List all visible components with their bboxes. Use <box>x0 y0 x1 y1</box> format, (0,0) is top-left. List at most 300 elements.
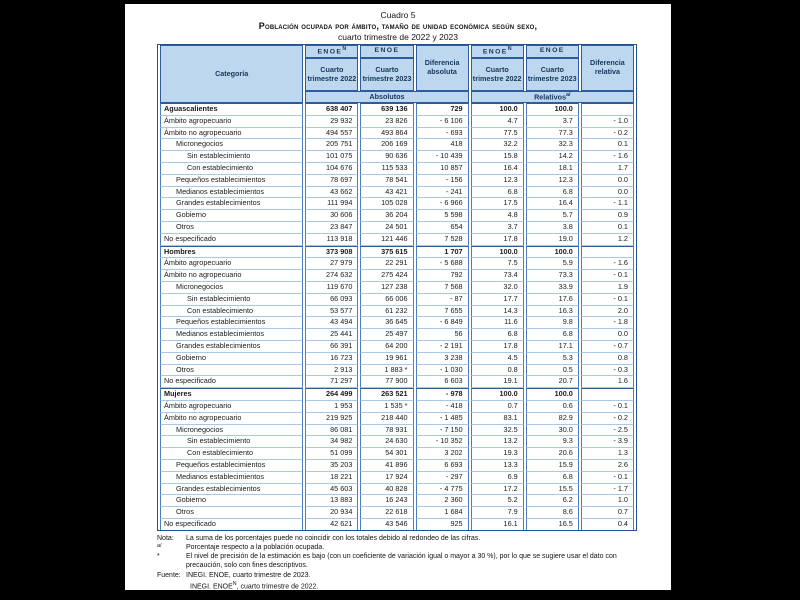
category-cell: Hombres <box>160 246 303 259</box>
value-cell: 19.0 <box>526 234 579 246</box>
value-cell: 0.8 <box>581 353 634 365</box>
value-cell: 274 632 <box>305 270 358 282</box>
value-cell: 77.5 <box>471 128 524 140</box>
column-header-categoria: Categoría <box>160 45 303 103</box>
value-cell: 6 693 <box>416 460 469 472</box>
value-cell: 16.5 <box>526 519 579 530</box>
table-row <box>160 365 634 377</box>
value-cell: 73.4 <box>471 270 524 282</box>
value-cell: 0.0 <box>581 187 634 199</box>
value-cell: 494 557 <box>305 128 358 140</box>
value-cell: 17.8 <box>471 234 524 246</box>
table-row <box>160 103 634 116</box>
value-cell: 16.4 <box>526 198 579 210</box>
table-row <box>160 139 634 151</box>
note-text-nota: La suma de los porcentajes puede no coincidir con los totales debido al redondeo de las cifras. <box>186 534 481 542</box>
value-cell: 43 662 <box>305 187 358 199</box>
category-cell: Otros <box>160 222 303 234</box>
category-cell: Gobierno <box>160 495 303 507</box>
value-cell: 14.2 <box>526 151 579 163</box>
value-cell: 22 291 <box>360 258 413 270</box>
value-cell: 17 924 <box>360 472 413 484</box>
value-cell: 0.0 <box>581 329 634 341</box>
value-cell: 32.3 <box>526 139 579 151</box>
value-cell: - 1.6 <box>581 151 634 163</box>
table-row <box>160 425 634 437</box>
note-label-nota: Nota: <box>157 534 174 542</box>
category-cell: No especificado <box>160 519 303 530</box>
value-cell: 42 621 <box>305 519 358 530</box>
value-cell: 7 528 <box>416 234 469 246</box>
value-cell: 121 446 <box>360 234 413 246</box>
value-cell: 18 221 <box>305 472 358 484</box>
value-cell: 375 615 <box>360 246 413 259</box>
value-cell: 7 655 <box>416 306 469 318</box>
value-cell: - 2.5 <box>581 425 634 437</box>
value-cell: 77 900 <box>360 376 413 388</box>
value-cell: 17.5 <box>471 198 524 210</box>
value-cell: 19.3 <box>471 448 524 460</box>
value-cell: - 1.0 <box>581 116 634 128</box>
relativos-superscript: a/ <box>566 92 571 98</box>
value-cell: 925 <box>416 519 469 530</box>
value-cell: 34 982 <box>305 436 358 448</box>
table-row <box>160 460 634 472</box>
value-cell: - 6 106 <box>416 116 469 128</box>
value-cell: - 2 191 <box>416 341 469 353</box>
value-cell: 53 577 <box>305 306 358 318</box>
value-cell: 66 391 <box>305 341 358 353</box>
table-row <box>160 294 634 306</box>
value-cell: - 241 <box>416 187 469 199</box>
value-cell: 4.8 <box>471 210 524 222</box>
value-cell: 43 494 <box>305 317 358 329</box>
category-cell: Ámbito agropecuario <box>160 258 303 270</box>
value-cell: - 297 <box>416 472 469 484</box>
value-cell: 9.8 <box>526 317 579 329</box>
note-text-asterisk: El nivel de precisión de la estimación es bajo (con un coeficiente de variación igual o mayor a 30 %), por lo que se sugiere usar el dato con precaución, solo con fines descriptivos. <box>186 553 617 570</box>
value-cell: 639 136 <box>360 103 413 116</box>
value-cell: 1 883 * <box>360 365 413 377</box>
table-row <box>160 413 634 425</box>
category-cell: Pequeños establecimientos <box>160 317 303 329</box>
category-cell: Grandes establecimientos <box>160 198 303 210</box>
value-cell: 30.0 <box>526 425 579 437</box>
category-cell: Ámbito agropecuario <box>160 116 303 128</box>
value-cell: 9.3 <box>526 436 579 448</box>
value-cell: 78 541 <box>360 175 413 187</box>
value-cell: 127 238 <box>360 282 413 294</box>
value-cell: 218 440 <box>360 413 413 425</box>
value-cell: 19.1 <box>471 376 524 388</box>
value-cell: 0.4 <box>581 519 634 530</box>
table-subtitle: cuarto trimestre de 2022 y 2023 <box>337 32 458 42</box>
value-cell: 100.0 <box>471 388 524 401</box>
value-cell: - 1.6 <box>581 258 634 270</box>
value-cell: 78 697 <box>305 175 358 187</box>
value-cell: 100.0 <box>471 103 524 116</box>
value-cell: 6.8 <box>471 329 524 341</box>
value-cell: 66 006 <box>360 294 413 306</box>
category-cell: Sin establecimiento <box>160 294 303 306</box>
value-cell: 6.2 <box>526 495 579 507</box>
table-row <box>160 388 634 401</box>
category-cell: Ámbito no agropecuario <box>160 128 303 140</box>
value-cell: - 0.2 <box>581 128 634 140</box>
table-row <box>160 472 634 484</box>
value-cell: 73.3 <box>526 270 579 282</box>
column-header-diferencia-absoluta: Diferencia absoluta <box>416 45 469 91</box>
value-cell: 100.0 <box>526 388 579 401</box>
value-cell: 13.3 <box>471 460 524 472</box>
category-cell: Otros <box>160 365 303 377</box>
value-cell: 20 934 <box>305 507 358 519</box>
value-cell: 113 918 <box>305 234 358 246</box>
table-row <box>160 484 634 496</box>
value-cell: 16.1 <box>471 519 524 530</box>
value-cell: 16.3 <box>526 306 579 318</box>
table-row <box>160 234 634 246</box>
table-row <box>160 222 634 234</box>
value-cell: 32.2 <box>471 139 524 151</box>
value-cell: 5.7 <box>526 210 579 222</box>
value-cell: 0.0 <box>581 175 634 187</box>
value-cell: 27 979 <box>305 258 358 270</box>
value-cell: 90 636 <box>360 151 413 163</box>
table-row <box>160 175 634 187</box>
value-cell: 51 099 <box>305 448 358 460</box>
value-cell: 78 931 <box>360 425 413 437</box>
value-cell: 7 568 <box>416 282 469 294</box>
value-cell: - 0.1 <box>581 401 634 413</box>
value-cell: 56 <box>416 329 469 341</box>
table-title: Población ocupada por ámbito, tamaño de unidad económica según sexo, <box>258 21 538 31</box>
category-cell: Con establecimiento <box>160 163 303 175</box>
value-cell: 100.0 <box>471 246 524 259</box>
value-cell: - 0.1 <box>581 294 634 306</box>
category-cell: Con establecimiento <box>160 448 303 460</box>
value-cell: - 1.7 <box>581 484 634 496</box>
value-cell <box>581 103 634 116</box>
value-cell: 3.7 <box>526 116 579 128</box>
value-cell: 219 925 <box>305 413 358 425</box>
value-cell: 7.9 <box>471 507 524 519</box>
table-row <box>160 198 634 210</box>
fuente-text-2: INEGI. $ENOE^N$, cuarto trimestre de 2022. <box>190 580 319 590</box>
value-cell: 10 857 <box>416 163 469 175</box>
value-cell: 1.0 <box>581 495 634 507</box>
value-cell: 5 598 <box>416 210 469 222</box>
value-cell: 493 864 <box>360 128 413 140</box>
category-cell: Ámbito no agropecuario <box>160 270 303 282</box>
category-cell: Medianos establecimientos <box>160 187 303 199</box>
value-cell: 5.2 <box>471 495 524 507</box>
category-cell: Mujeres <box>160 388 303 401</box>
value-cell: 0.5 <box>526 365 579 377</box>
value-cell: 77.3 <box>526 128 579 140</box>
column-header-periodo-2023-abs: Cuarto trimestre 2023 <box>360 58 413 91</box>
table-row <box>160 353 634 365</box>
category-cell: Gobierno <box>160 353 303 365</box>
value-cell: 1.7 <box>581 163 634 175</box>
value-cell: 205 751 <box>305 139 358 151</box>
value-cell: 0.6 <box>526 401 579 413</box>
value-cell: 6.8 <box>526 472 579 484</box>
table-row <box>160 187 634 199</box>
value-cell: 4.5 <box>471 353 524 365</box>
value-cell: 1.2 <box>581 234 634 246</box>
value-cell: 24 630 <box>360 436 413 448</box>
value-cell: 14.3 <box>471 306 524 318</box>
fuente-line-2 <box>157 580 649 590</box>
value-cell: 6.9 <box>471 472 524 484</box>
value-cell: 16.4 <box>471 163 524 175</box>
category-cell: Pequeños establecimientos <box>160 460 303 472</box>
value-cell: 12.3 <box>526 175 579 187</box>
value-cell: 373 908 <box>305 246 358 259</box>
value-cell: 30 606 <box>305 210 358 222</box>
table-row <box>160 317 634 329</box>
value-cell: - 0.7 <box>581 341 634 353</box>
value-cell: 729 <box>416 103 469 116</box>
value-cell: 23 826 <box>360 116 413 128</box>
value-cell: 1 535 * <box>360 401 413 413</box>
category-cell: Micronegocios <box>160 425 303 437</box>
value-cell <box>581 388 634 401</box>
value-cell: 4.7 <box>471 116 524 128</box>
value-cell: 654 <box>416 222 469 234</box>
table-row <box>160 306 634 318</box>
table-row <box>160 128 634 140</box>
value-cell: 66 093 <box>305 294 358 306</box>
category-cell: Medianos establecimientos <box>160 472 303 484</box>
fuente-label: Fuente: <box>157 571 181 579</box>
note-label-asterisk: * <box>157 553 160 561</box>
category-cell: Sin establecimiento <box>160 436 303 448</box>
value-cell: 1.6 <box>581 376 634 388</box>
value-cell: - 10 352 <box>416 436 469 448</box>
table-row <box>160 329 634 341</box>
value-cell: - 87 <box>416 294 469 306</box>
value-cell: - 6 849 <box>416 317 469 329</box>
value-cell: 5.9 <box>526 258 579 270</box>
value-cell: 1.3 <box>581 448 634 460</box>
table-row <box>160 376 634 388</box>
value-cell: 1 707 <box>416 246 469 259</box>
value-cell: 22 618 <box>360 507 413 519</box>
value-cell: 2.6 <box>581 460 634 472</box>
value-cell: 104 676 <box>305 163 358 175</box>
table-row <box>160 210 634 222</box>
category-cell: Medianos establecimientos <box>160 329 303 341</box>
value-cell: 2.0 <box>581 306 634 318</box>
value-cell: 15.9 <box>526 460 579 472</box>
value-cell: 1 953 <box>305 401 358 413</box>
category-cell: Grandes establecimientos <box>160 341 303 353</box>
column-header-periodo-2022-rel: Cuarto trimestre 2022 <box>471 58 524 91</box>
value-cell: 3.7 <box>471 222 524 234</box>
value-cell: 0.7 <box>471 401 524 413</box>
table-row <box>160 151 634 163</box>
value-cell: 1 684 <box>416 507 469 519</box>
fuente-text-1: INEGI. ENOE, cuarto trimestre de 2023. <box>186 571 311 579</box>
note-a <box>157 543 649 552</box>
value-cell: 2 913 <box>305 365 358 377</box>
value-cell: 43 546 <box>360 519 413 530</box>
value-cell: - 156 <box>416 175 469 187</box>
value-cell: 36 645 <box>360 317 413 329</box>
value-cell: 11.6 <box>471 317 524 329</box>
table-row <box>160 116 634 128</box>
value-cell: 43 421 <box>360 187 413 199</box>
value-cell: 119 670 <box>305 282 358 294</box>
value-cell: 206 169 <box>360 139 413 151</box>
value-cell: 0.8 <box>471 365 524 377</box>
value-cell: 418 <box>416 139 469 151</box>
category-cell: Ámbito no agropecuario <box>160 413 303 425</box>
value-cell: 15.8 <box>471 151 524 163</box>
value-cell: 105 028 <box>360 198 413 210</box>
value-cell: 33.9 <box>526 282 579 294</box>
value-cell: 16 723 <box>305 353 358 365</box>
value-cell: 6.8 <box>471 187 524 199</box>
value-cell: 6 603 <box>416 376 469 388</box>
value-cell: - 0.3 <box>581 365 634 377</box>
value-cell: - 4 775 <box>416 484 469 496</box>
table-row <box>160 448 634 460</box>
value-cell: - 7 150 <box>416 425 469 437</box>
value-cell: 275 424 <box>360 270 413 282</box>
table-row <box>160 436 634 448</box>
value-cell: 24 501 <box>360 222 413 234</box>
value-cell: 82.9 <box>526 413 579 425</box>
relativos-band: Relativos$^{a/}$ <box>471 91 634 103</box>
column-header-diferencia-relativa: Diferencia relativa <box>581 45 634 91</box>
document-page <box>125 4 671 590</box>
value-cell: 19 961 <box>360 353 413 365</box>
value-cell: - 978 <box>416 388 469 401</box>
value-cell: 18.1 <box>526 163 579 175</box>
value-cell: 13.2 <box>471 436 524 448</box>
value-cell: 35 203 <box>305 460 358 472</box>
table-row <box>160 163 634 175</box>
category-cell: No especificado <box>160 376 303 388</box>
value-cell: - 0.1 <box>581 270 634 282</box>
note-asterisk <box>157 552 649 570</box>
value-cell: - 0.2 <box>581 413 634 425</box>
category-cell: Micronegocios <box>160 282 303 294</box>
table-row <box>160 258 634 270</box>
value-cell: 29 932 <box>305 116 358 128</box>
value-cell: 36 204 <box>360 210 413 222</box>
value-cell: 0.9 <box>581 210 634 222</box>
value-cell: 86 081 <box>305 425 358 437</box>
value-cell: - 418 <box>416 401 469 413</box>
value-cell <box>581 246 634 259</box>
fuente-line-1 <box>157 571 649 580</box>
value-cell: 115 533 <box>360 163 413 175</box>
value-cell: 17.2 <box>471 484 524 496</box>
value-cell: 45 603 <box>305 484 358 496</box>
value-cell: 3 238 <box>416 353 469 365</box>
value-cell: 5.3 <box>526 353 579 365</box>
table-row <box>160 495 634 507</box>
value-cell: 25 441 <box>305 329 358 341</box>
value-cell: - 0.1 <box>581 472 634 484</box>
column-header-enoe-2022-rel: $ENOE^N$ <box>471 45 524 58</box>
category-cell: Ámbito agropecuario <box>160 401 303 413</box>
value-cell: 3.8 <box>526 222 579 234</box>
value-cell: 25 497 <box>360 329 413 341</box>
value-cell: 20.7 <box>526 376 579 388</box>
value-cell: 41 896 <box>360 460 413 472</box>
value-cell: 263 521 <box>360 388 413 401</box>
table-row <box>160 246 634 259</box>
value-cell: 0.7 <box>581 507 634 519</box>
enoe-superscript: N <box>342 46 347 53</box>
value-cell: 17.6 <box>526 294 579 306</box>
value-cell: 64 200 <box>360 341 413 353</box>
value-cell: - 3.9 <box>581 436 634 448</box>
value-cell: 8.6 <box>526 507 579 519</box>
category-cell: Gobierno <box>160 210 303 222</box>
value-cell: 12.3 <box>471 175 524 187</box>
value-cell: - 5 688 <box>416 258 469 270</box>
value-cell: 2 360 <box>416 495 469 507</box>
value-cell: - 1.8 <box>581 317 634 329</box>
value-cell: - 1 030 <box>416 365 469 377</box>
value-cell: - 6 966 <box>416 198 469 210</box>
notes-section <box>157 534 649 590</box>
value-cell: 1.9 <box>581 282 634 294</box>
table-caption: Cuadro 5 <box>380 10 416 20</box>
value-cell: - 10 439 <box>416 151 469 163</box>
note-nota <box>157 534 649 543</box>
table-row <box>160 341 634 353</box>
absolutos-band: Absolutos <box>305 91 468 103</box>
category-cell: Grandes establecimientos <box>160 484 303 496</box>
table-row <box>160 507 634 519</box>
table-body <box>160 103 634 530</box>
value-cell: 32.0 <box>471 282 524 294</box>
value-cell: 17.7 <box>471 294 524 306</box>
value-cell: 16 243 <box>360 495 413 507</box>
value-cell: 792 <box>416 270 469 282</box>
value-cell: 100.0 <box>526 246 579 259</box>
value-cell: 40 828 <box>360 484 413 496</box>
table-row <box>160 282 634 294</box>
value-cell: 83.1 <box>471 413 524 425</box>
category-cell: Micronegocios <box>160 139 303 151</box>
value-cell: 100.0 <box>526 103 579 116</box>
enoe-superscript: N <box>232 580 237 587</box>
value-cell: - 1 485 <box>416 413 469 425</box>
value-cell: - 1.1 <box>581 198 634 210</box>
value-cell: 6.8 <box>526 187 579 199</box>
value-cell: 20.6 <box>526 448 579 460</box>
category-cell: Aguascalientes <box>160 103 303 116</box>
value-cell: - 693 <box>416 128 469 140</box>
value-cell: 111 994 <box>305 198 358 210</box>
value-cell: 0.1 <box>581 139 634 151</box>
value-cell: 32.5 <box>471 425 524 437</box>
note-text-a: Porcentaje respecto a la población ocupada. <box>186 543 325 551</box>
table-row <box>160 270 634 282</box>
column-header-enoe-2023-abs: ENOE <box>360 45 413 58</box>
column-header-enoe-2023-rel: ENOE <box>526 45 579 58</box>
value-cell: 15.5 <box>526 484 579 496</box>
population-table <box>157 44 637 531</box>
